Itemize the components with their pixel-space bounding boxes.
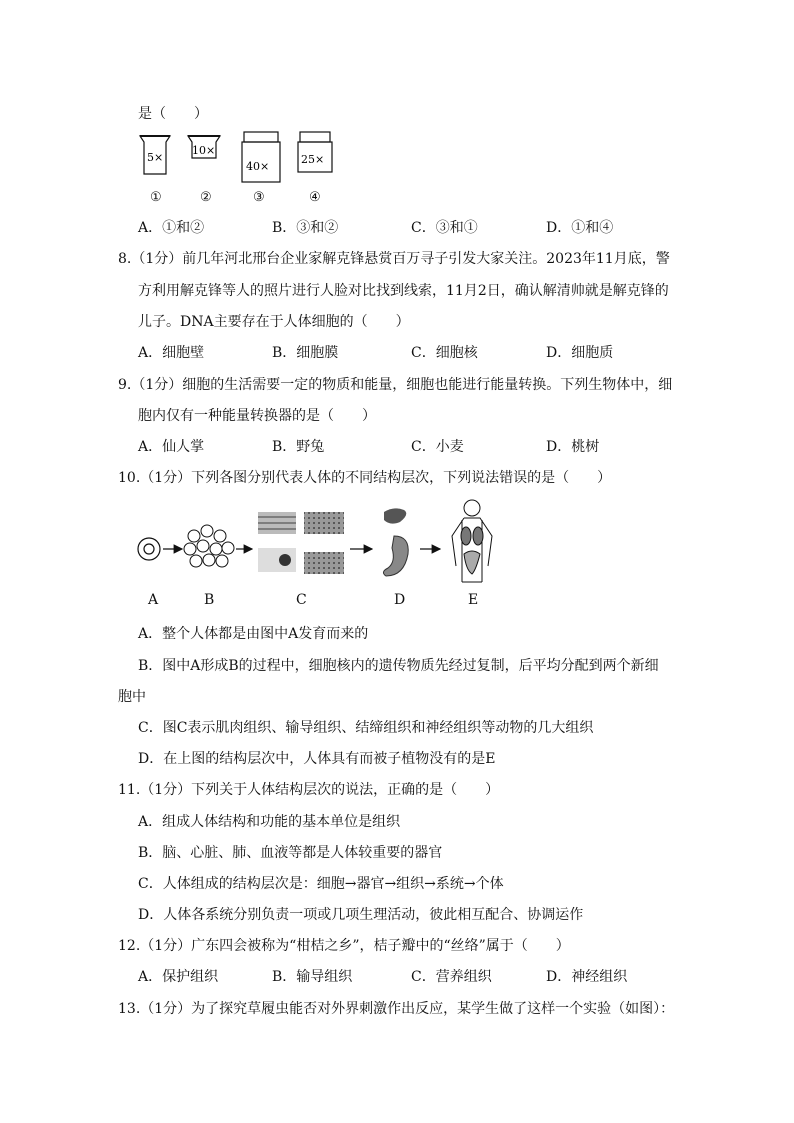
q7-tail: 是（ ） [138, 106, 208, 122]
q12-stem: 12.（1分）广东四会被称为“柑桔之乡”，桔子瓣中的“丝络”属于（ ） [118, 938, 570, 954]
q10-choice-c[interactable]: C．图C表示肌肉组织、输导组织、结缔组织和神经组织等动物的几大组织 [138, 720, 594, 736]
q10-choice-d[interactable]: D．在上图的结构层次中，人体具有而被子植物没有的是E [138, 751, 496, 767]
q8-line-2: 方利用解克锋等人的照片进行人脸对比找到线索，11月2日，确认解清帅就是解克锋的 [138, 283, 669, 299]
lens-num-1: ① [150, 190, 162, 205]
single-cell-icon [138, 538, 160, 560]
q8-line-3: 儿子。DNA主要存在于人体细胞的（ ） [138, 314, 410, 330]
fig-label-e: E [468, 592, 479, 608]
q10-stem: 10.（1分）下列各图分别代表人体的不同结构层次，下列说法错误的是（ ） [118, 470, 612, 486]
q7-option-c[interactable]: C．③和① [411, 220, 478, 236]
q10-choice-b[interactable]: B．图中A形成B的过程中，细胞核内的遗传物质先经过复制，后平均分配到两个新细 [138, 658, 659, 674]
organ-icon [383, 508, 408, 576]
eyepiece-10x-icon [188, 136, 220, 158]
q12-option-d[interactable]: D．神经组织 [546, 969, 628, 985]
tissue-images-icon [258, 512, 344, 574]
q7-option-a[interactable]: A．①和② [138, 220, 205, 236]
fig-label-d: D [394, 592, 406, 608]
lens-label-3: 40× [246, 160, 270, 173]
q12-option-b[interactable]: B．输导组织 [272, 969, 353, 985]
lens-label-1: 5× [147, 151, 164, 164]
q8-option-b[interactable]: B．细胞膜 [272, 345, 339, 361]
q11-choice-b[interactable]: B．脑、心脏、肺、血液等都是人体较重要的器官 [138, 845, 443, 861]
fig-label-b: B [204, 592, 215, 608]
objective-25x-icon [298, 132, 332, 172]
human-body-icon [452, 500, 492, 582]
q11-choice-c[interactable]: C．人体组成的结构层次是：细胞→器官→组织→系统→个体 [138, 876, 504, 892]
lens-num-2: ② [200, 190, 212, 205]
q8-option-a[interactable]: A．细胞壁 [138, 345, 205, 361]
q7-option-d[interactable]: D．①和④ [546, 220, 614, 236]
q12-option-c[interactable]: C．营养组织 [411, 969, 492, 985]
q9-line-2: 胞内仅有一种能量转换器的是（ ） [138, 408, 376, 424]
q7-option-b[interactable]: B．③和② [272, 220, 339, 236]
q10-choice-a[interactable]: A．整个人体都是由图中A发育而来的 [138, 626, 369, 642]
q9-option-a[interactable]: A．仙人掌 [138, 439, 205, 455]
q9-line-1: 9.（1分）细胞的生活需要一定的物质和能量，细胞也能进行能量转换。下列生物体中，细 [118, 377, 673, 393]
q8-option-d[interactable]: D．细胞质 [546, 345, 614, 361]
lens-label-4: 25× [301, 153, 325, 166]
q8-line-1: 8.（1分）前几年河北邢台企业家解克锋悬赏百万寻子引发大家关注。2023年11月底，警 [118, 251, 670, 267]
lens-label-2: 10× [192, 144, 216, 157]
q9-option-b[interactable]: B．野兔 [272, 439, 325, 455]
q11-choice-a[interactable]: A．组成人体结构和功能的基本单位是组织 [138, 814, 401, 830]
fig-label-c: C [296, 592, 307, 608]
lens-num-4: ④ [309, 190, 321, 205]
q10-choice-b-cont: 胞中 [118, 689, 146, 705]
q11-choice-d[interactable]: D．人体各系统分别负责一项或几项生理活动，彼此相互配合、协调运作 [138, 907, 584, 923]
fig-label-a: A [148, 592, 159, 608]
q9-option-d[interactable]: D．桃树 [546, 439, 600, 455]
cell-cluster-icon [184, 525, 234, 567]
body-hierarchy-figure [132, 496, 502, 588]
q13-stem: 13.（1分）为了探究草履虫能否对外界刺激作出反应，某学生做了这样一个实验（如图）： [118, 1001, 675, 1017]
q8-option-c[interactable]: C．细胞核 [411, 345, 478, 361]
q12-option-a[interactable]: A．保护组织 [138, 969, 219, 985]
lens-num-3: ③ [253, 190, 265, 205]
objective-40x-icon [242, 132, 280, 182]
eyepiece-5x-icon [140, 136, 170, 174]
q9-option-c[interactable]: C．小麦 [411, 439, 464, 455]
q11-stem: 11.（1分）下列关于人体结构层次的说法，正确的是（ ） [118, 782, 500, 798]
lens-figure [130, 128, 350, 184]
